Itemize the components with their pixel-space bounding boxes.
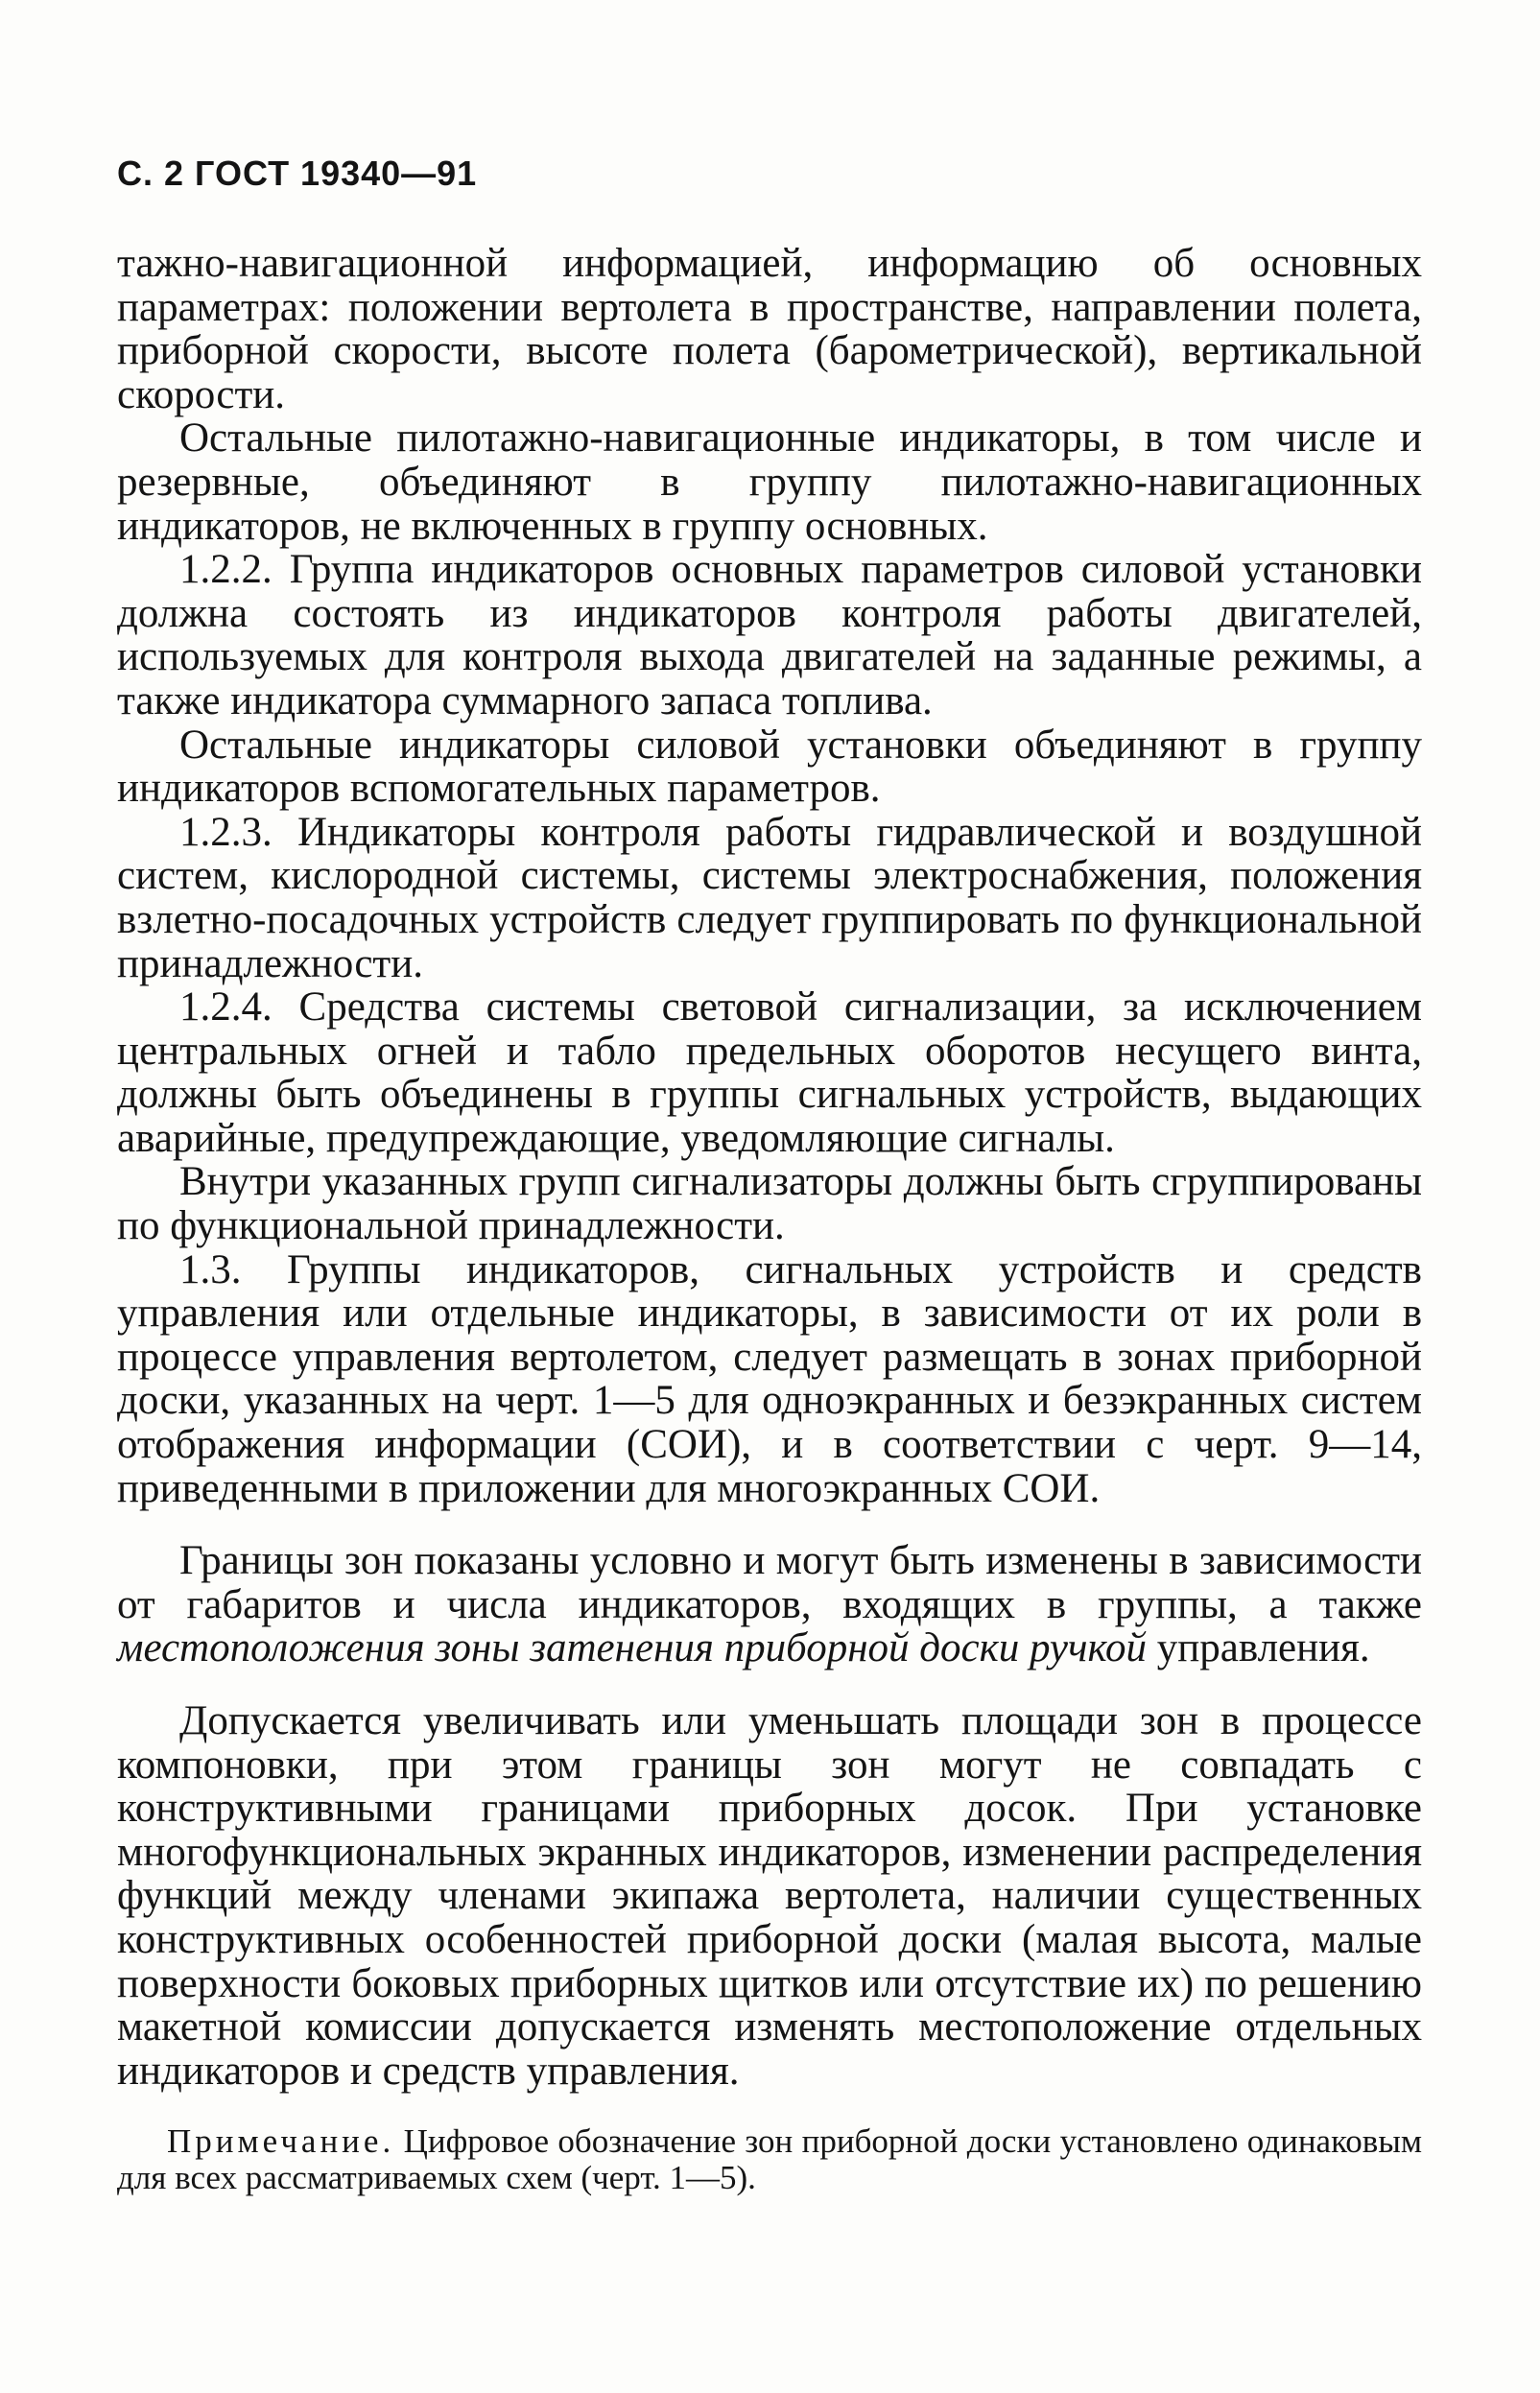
page-header: С. 2 ГОСТ 19340—91 bbox=[117, 154, 478, 193]
paragraph-allowed-changes: Допускается увеличивать или уменьшать площади зон в процессе компоновки, при этом границы зон могут не совпадать с конструктивными границами приборных досок. При установке многофункциональных экранных индикаторов, изменении распределения функций между членами экипажа вертолета, наличии существенных конструктивных особенностей приборной доски (малая высота, малые поверхности боковых приборных щитков или отсутствие их) по решению макетной комиссии допускается изменять местоположение отдельных индикаторов и средств управления. bbox=[117, 1698, 1422, 2094]
paragraph-1-2-4: 1.2.4. Средства системы световой сигнализации, за исключением центральных огней и табло предельных оборотов несущего винта, должны быть объединены в группы сигнальных устройств, выдающих аварийные, предупреждающие, уведомляющие сигналы. bbox=[117, 984, 1422, 1161]
note-label: Примечание. bbox=[167, 2122, 395, 2160]
note bbox=[117, 2123, 1422, 2196]
paragraph-other-powerplant: Остальные индикаторы силовой установки объединяют в группу индикаторов вспомогательных параметров. bbox=[117, 722, 1422, 812]
paragraph-1-3: 1.3. Группы индикаторов, сигнальных устройств и средств управления или отдельные индикаторы, в зависимости от их роли в процессе управления вертолетом, следует размещать в зонах приборной доски, указанных на черт. 1—5 для одноэкранных и безэкранных систем отображения информации (СОИ), и в соответствии с черт. 9—14, приведенными в приложении для многоэкранных СОИ. bbox=[117, 1246, 1422, 1511]
paragraph-1-2-3: 1.2.3. Индикаторы контроля работы гидравлической и воздушной систем, кислородной системы, системы электроснабжения, положения взлетно-посадочных устройств следует группировать по функциональной принадлежности. bbox=[117, 809, 1422, 986]
paragraph-continuation: тажно-навигационной информацией, информацию об основных параметрах: положении вертолета в пространстве, направлении полета, приборной скорости, высоте полета (барометрической), вертикальной скорости. bbox=[117, 241, 1422, 417]
zone-borders-italic: местоположения зоны затенения приборной доски ручкой bbox=[117, 1625, 1147, 1671]
zone-borders-end: управления. bbox=[1146, 1625, 1370, 1671]
paragraph-zone-borders bbox=[117, 1539, 1422, 1670]
paragraph-inside-groups: Внутри указанных групп сигнализаторы должны быть сгруппированы по функциональной принадлежности. bbox=[117, 1159, 1422, 1249]
note-text: Цифровое обозначение зон приборной доски установлено одинаковым для всех рассматриваемых схем (черт. 1—5). bbox=[117, 2122, 1422, 2196]
zone-borders-text: Границы зон показаны условно и могут быть изменены в зависимости от габаритов и числа индикаторов, входящих в группы, а также bbox=[117, 1538, 1422, 1627]
paragraph-other-indicators: Остальные пилотажно-навигационные индикаторы, в том числе и резервные, объединяют в группу пилотажно-навигационных индикаторов, не включенных в группу основных. bbox=[117, 415, 1422, 549]
document-body bbox=[117, 242, 1422, 2093]
paragraph-1-2-2: 1.2.2. Группа индикаторов основных параметров силовой установки должна состоять из индикаторов контроля работы двигателей, используемых для контроля выхода двигателей на заданные режимы, а также индикатора суммарного запаса топлива. bbox=[117, 547, 1422, 723]
